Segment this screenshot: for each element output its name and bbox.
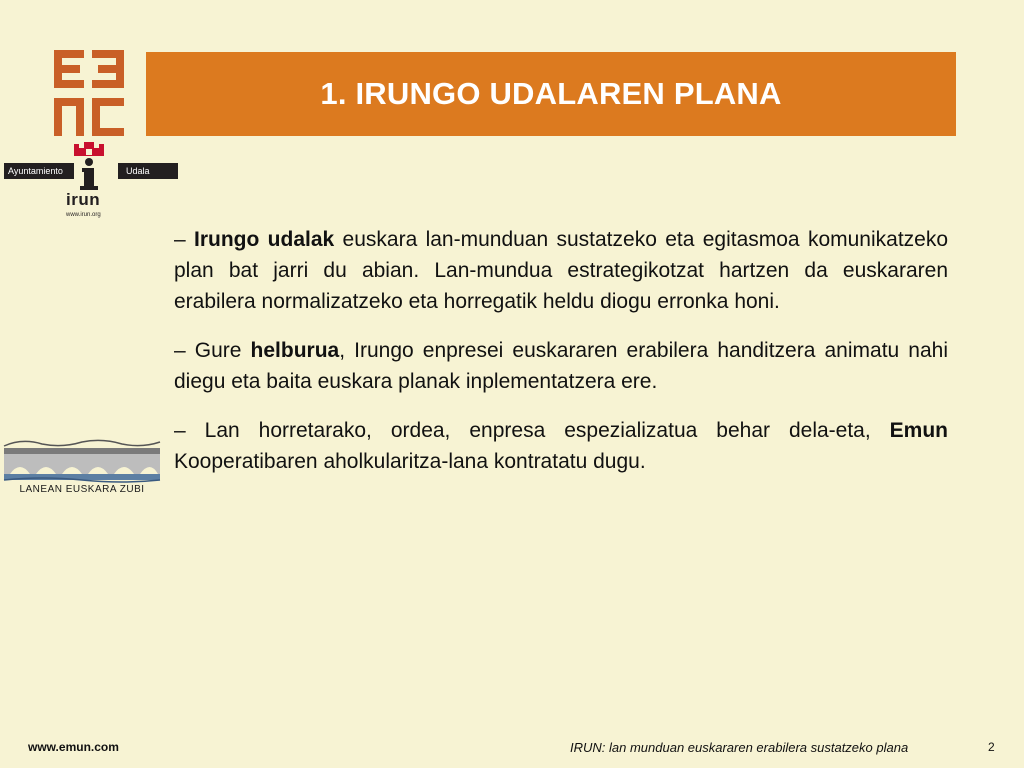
paragraph-1-text-1: – [174, 228, 195, 251]
irun-udala-label: Udala [118, 163, 178, 179]
paragraph-3-bold-1: Emun [889, 419, 948, 442]
title-bar [146, 52, 956, 136]
irun-logo [0, 140, 178, 222]
paragraph-1 [174, 224, 948, 317]
crest-icon [66, 140, 112, 192]
footer-website: www.emun.com [28, 740, 119, 754]
irun-wordmark: irun [66, 190, 101, 209]
paragraph-2-text-1: – Gure [174, 339, 251, 362]
eenc-logo [54, 50, 124, 136]
footer-caption: IRUN: lan munduan euskararen erabilera sustatzeko plana [570, 740, 909, 755]
bridge-caption: LANEAN EUSKARA ZUBI [19, 484, 145, 495]
paragraph-2-text-2: , Irungo enpresei euskararen erabilera handitzera animatu nahi diegu eta baita euskara planak inplementatzera ere. [174, 339, 948, 393]
slide-title: 1. IRUNGO UDALAREN PLANA [320, 76, 782, 111]
irun-ayuntamiento-label: Ayuntamiento [4, 163, 74, 179]
paragraph-1-bold-1: Irungo udalak [194, 228, 335, 251]
page-number: 2 [988, 740, 995, 754]
irun-url: www.irun.org [66, 212, 101, 218]
paragraph-3-text-2: Kooperatibaren aholkularitza-lana kontratatu dugu. [174, 450, 646, 473]
paragraph-3-text-1: – Lan horretarako, ordea, enpresa espezializatua behar dela-eta, [174, 419, 890, 442]
paragraph-1-text-2: euskara lan-munduan sustatzeko eta egitasmoa komunikatzeko plan bat jarri du abian. Lan-mundua estrategikotzat hartzen da euskararen erabilera normalizatzeko eta horregatik heldu diogu erronka honi. [174, 228, 949, 313]
paragraph-2-bold-1: helburua [250, 339, 340, 362]
paragraph-3 [174, 415, 948, 477]
paragraph-2 [174, 335, 948, 397]
slide-body [174, 224, 948, 495]
